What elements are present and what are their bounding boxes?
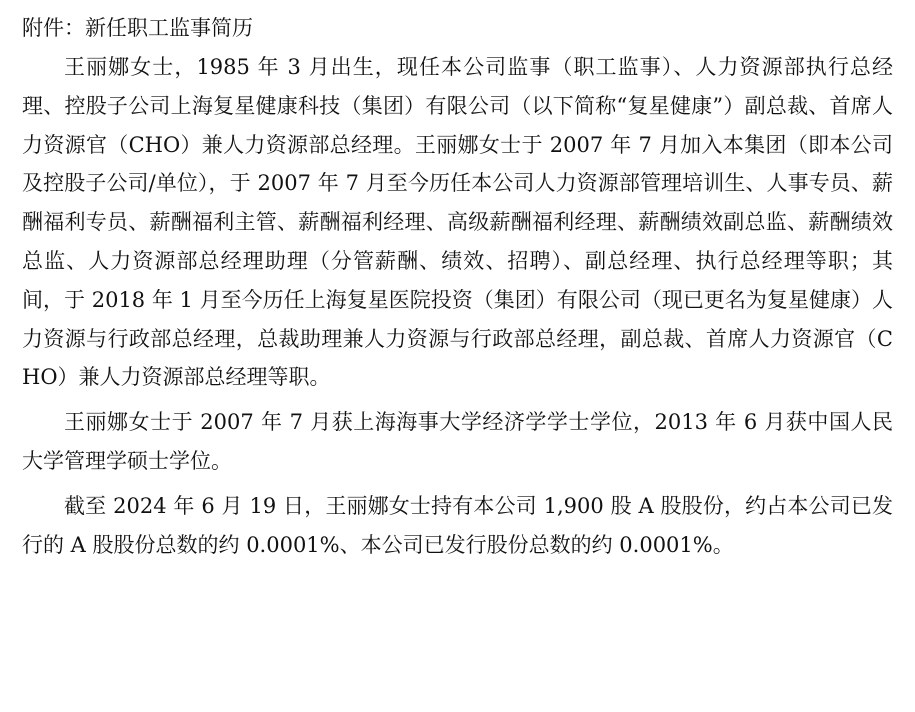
shareholding-paragraph: 截至 2024 年 6 月 19 日，王丽娜女士持有本公司 1,900 股 A 股股份，约占本公司已发行的 A 股股份总数的约 0.0001%、本公司已发行股份总数的约 0.0001%。: [22, 493, 893, 557]
biography-paragraph: 王丽娜女士，1985 年 3 月出生，现任本公司监事（职工监事）、人力资源部执行总经理、控股子公司上海复星健康科技（集团）有限公司（以下简称“复星健康”）副总裁、首席人力资源官（CHO）兼人力资源部总经理。王丽娜女士于 2007 年 7 月加入本集团（即本公司及控股子公司/单位），于 2007 年 7 月至今历任本公司人力资源部管理培训生、人事专员、薪酬福利专员、薪酬福利主管、薪酬福利经理、高级薪酬福利经理、薪酬绩效副总监、薪酬绩效总监、人力资源部总经理助理（分管薪酬、绩效、招聘）、副总经理、执行总经理等职；其间，于 2018 年 1 月至今历任上海复星医院投资（集团）有限公司（现已更名为复星健康）人力资源与行政部总经理，总裁助理兼人力资源与行政部总经理，副总裁、首席人力资源官（CHO）兼人力资源部总经理等职。: [22, 55, 893, 390]
document-heading: 附件：新任职工监事简历: [22, 16, 253, 40]
education-paragraph: 王丽娜女士于 2007 年 7 月获上海海事大学经济学学士学位，2013 年 6 月获中国人民大学管理学硕士学位。: [22, 410, 893, 473]
